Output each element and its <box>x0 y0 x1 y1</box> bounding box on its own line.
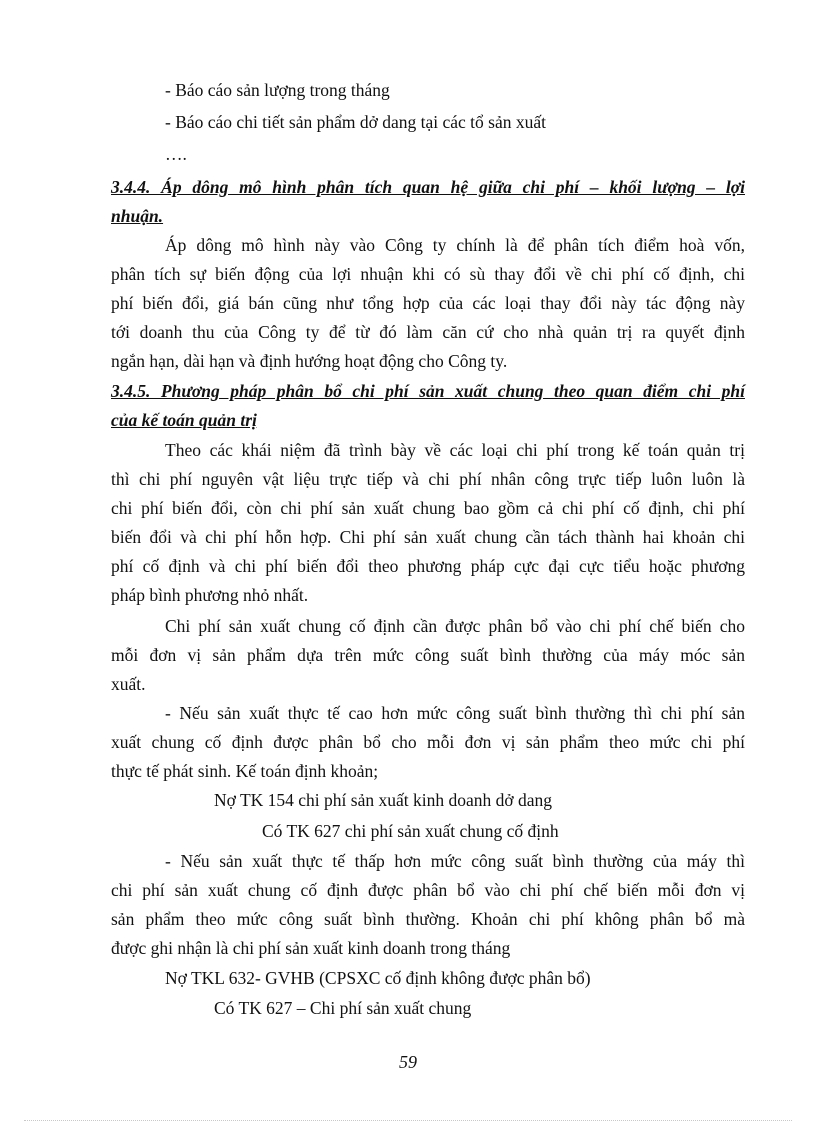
paragraph-line: - Nếu sản xuất thực tế thấp hơn mức công suất bình thường của máy thì <box>165 851 745 871</box>
paragraph-line: - Nếu sản xuất thực tế cao hơn mức công suất bình thường thì chi phí sản <box>165 703 745 723</box>
page-body <box>111 66 745 1066</box>
paragraph-line: thực tế phát sinh. Kế toán định khoản; <box>111 761 379 781</box>
page-number: 59 <box>399 1052 417 1072</box>
paragraph-line: thì chi phí nguyên vật liệu trực tiếp và chi phí nhân công trực tiếp luôn luôn là <box>111 469 745 489</box>
paragraph-line: Theo các khái niệm đã trình bày về các loại chi phí trong kế toán quản trị <box>165 440 745 460</box>
paragraph-line: tới doanh thu của Công ty để từ đó làm căn cứ cho nhà quản trị ra quyết định <box>111 322 745 342</box>
paragraph-line: phân tích sự biến động của lợi nhuận khi có sù thay đổi về chi phí cố định, chi <box>111 264 745 284</box>
paragraph-line: pháp bình phương nhỏ nhất. <box>111 585 309 605</box>
paragraph-line: mỗi đơn vị sản phẩm dựa trên mức công suất bình thường của máy móc sản <box>111 645 745 665</box>
paragraph-line: chi phí biến đổi, còn chi phí sản xuất chung bao gồm cả chi phí cố định, chi phí <box>111 498 745 518</box>
paragraph-line: sản phẩm theo mức công suất bình thường. Khoản chi phí không phân bổ mà <box>111 909 745 929</box>
bullet-line: - Báo cáo chi tiết sản phẩm dở dang tại các tổ sản xuất <box>165 112 547 132</box>
paragraph-line: biến đổi và chi phí hỗn hợp. Chi phí sản xuất chung cần tách thành hai khoản chi <box>111 527 745 547</box>
paragraph-line: xuất. <box>111 674 146 694</box>
journal-entry-debit: Nợ TK 154 chi phí sản xuất kinh doanh dở dang <box>214 790 553 810</box>
section-heading-3-4-5: 3.4.5. Phương pháp phân bổ chi phí sản xuất chung theo quan điểm chi phí <box>111 381 745 401</box>
paragraph-line: phí cố định và chi phí biến đổi theo phương pháp cực đại cực tiểu hoặc phương <box>111 556 745 576</box>
journal-entry-debit: Nợ TKL 632- GVHB (CPSXC cố định không được phân bổ) <box>165 968 591 988</box>
paragraph-line: xuất chung cố định được phân bổ cho mỗi đơn vị sản phẩm theo mức chi phí <box>111 732 745 752</box>
bullet-line: - Báo cáo sản lượng trong tháng <box>165 80 390 100</box>
ellipsis-line: …. <box>165 144 187 164</box>
paragraph-line: phí biến đổi, giá bán cũng như tổng hợp của các loại thay đổi này tác động này <box>111 293 745 313</box>
paragraph-line: ngắn hạn, dài hạn và định hướng hoạt động cho Công ty. <box>111 351 508 371</box>
paragraph-line: chi phí sản xuất chung cố định được phân bổ vào chi phí chế biến mỗi đơn vị <box>111 880 745 900</box>
section-heading-3-4-4: 3.4.4. Áp dông mô hình phân tích quan hệ giữa chi phí – khối lượng – lợi <box>111 177 745 197</box>
paragraph-line: Áp dông mô hình này vào Công ty chính là để phân tích điểm hoà vốn, <box>165 235 745 255</box>
section-heading-3-4-5-cont: của kế toán quản trị <box>111 410 257 430</box>
paragraph-line: Chi phí sản xuất chung cố định cần được phân bổ vào chi phí chế biến cho <box>165 616 745 636</box>
footer-divider <box>24 1120 792 1121</box>
journal-entry-credit: Có TK 627 chi phí sản xuất chung cố định <box>262 821 559 841</box>
section-heading-3-4-4-cont: nhuận. <box>111 206 164 226</box>
paragraph-line: được ghi nhận là chi phí sản xuất kinh doanh trong tháng <box>111 938 511 958</box>
journal-entry-credit: Có TK 627 – Chi phí sản xuất chung <box>214 998 472 1018</box>
